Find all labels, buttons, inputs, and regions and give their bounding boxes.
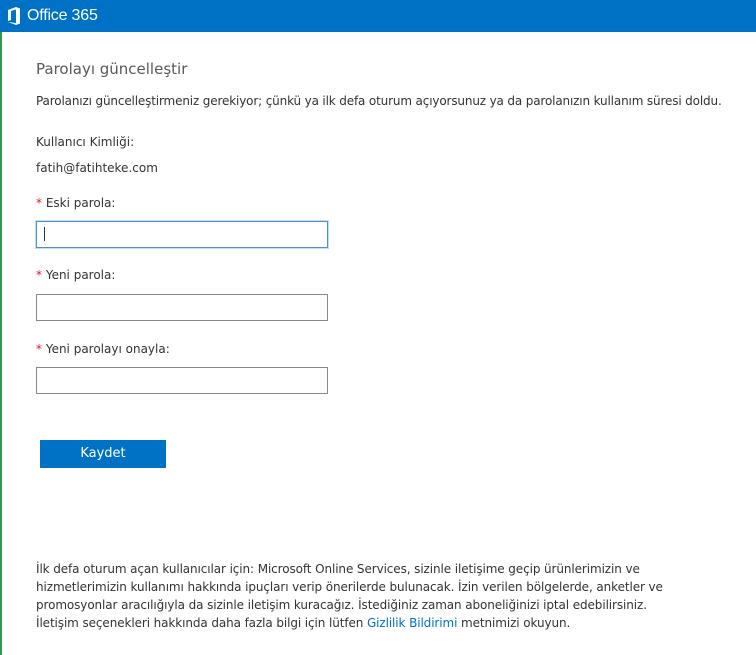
required-marker: * — [36, 196, 42, 210]
user-id-label: Kullanıcı Kimliği: — [36, 135, 135, 149]
save-button[interactable]: Kaydet — [40, 440, 166, 468]
old-password-input[interactable] — [36, 221, 328, 248]
app-name: Office 365 — [27, 7, 98, 24]
old-password-label — [36, 196, 115, 210]
privacy-notice-text: İlk defa oturum açan kullanıcılar için: Microsoft Online Services, sizinle iletişime geçip ürünlerimizin ve hizmetlerimizin kullanımı hakkında ipuçları verip önerilerde bulunacak. İzin verilen bölgelerde, anketler ve promosyonlar aracılığıyla da sizinle iletişim kuracağız. İstediğiniz zaman aboneliğinizi iptal edebilirsiniz. İletişim seçenekleri hakkında daha fazla bilgi için lütfen — [36, 562, 663, 630]
office-logo-icon — [7, 7, 21, 25]
new-password-label — [36, 268, 115, 282]
required-marker: * — [36, 342, 42, 356]
text-caret — [44, 227, 45, 241]
confirm-password-input[interactable] — [36, 367, 328, 394]
page-description: Parolanızı güncelleştirmeniz gerekiyor; çünkü ya ilk defa oturum açıyorsunuz ya da parolanızın kullanım süresi doldu. — [36, 94, 722, 108]
new-password-label-text: Yeni parola: — [45, 268, 116, 282]
left-accent-rule — [0, 32, 2, 655]
page-title: Parolayı güncelleştir — [36, 60, 188, 78]
privacy-notice-text-end: metnimizi okuyun. — [457, 616, 571, 630]
old-password-label-text: Eski parola: — [45, 196, 116, 210]
user-id-value: fatih@fatihteke.com — [36, 161, 158, 175]
privacy-statement-link[interactable]: Gizlilik Bildirimi — [366, 616, 458, 630]
top-bar — [0, 0, 756, 32]
required-marker: * — [36, 268, 42, 282]
privacy-notice — [36, 560, 676, 632]
confirm-password-label-text: Yeni parolayı onayla: — [45, 342, 170, 356]
confirm-password-label — [36, 342, 170, 356]
new-password-input[interactable] — [36, 294, 328, 321]
